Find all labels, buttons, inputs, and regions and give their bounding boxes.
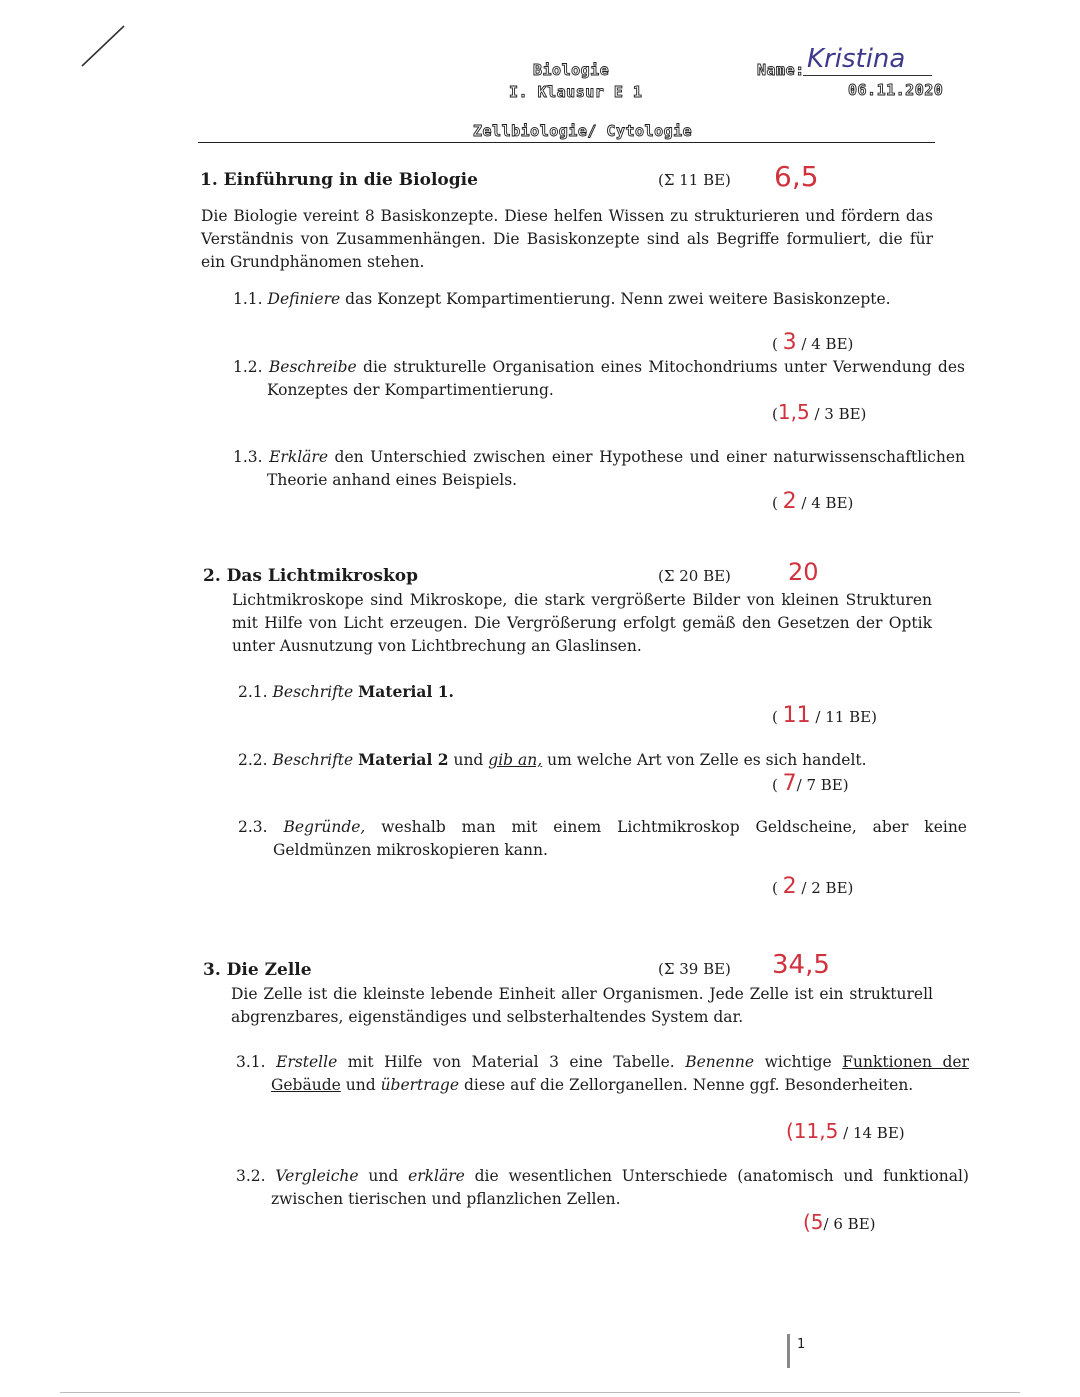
task-3-2 bbox=[236, 1165, 969, 1211]
task-1-2-number: 1.2. bbox=[233, 358, 263, 376]
page-number-bar bbox=[787, 1334, 790, 1368]
task-1-1-score: 3 bbox=[782, 330, 797, 355]
student-name: Kristina bbox=[807, 44, 906, 74]
task-1-3 bbox=[233, 446, 965, 492]
section-2-title: Das Lichtmikroskop bbox=[226, 566, 418, 586]
task-1-2 bbox=[233, 356, 965, 402]
task-1-3-open-paren: ( bbox=[772, 494, 778, 512]
task-3-2-score: (5 bbox=[803, 1210, 824, 1234]
task-3-2-max: / 6 BE) bbox=[823, 1215, 876, 1233]
task-2-2-open-paren: ( bbox=[772, 776, 778, 794]
task-3-1-verb2: Benenne bbox=[685, 1053, 755, 1071]
task-3-1-underlined: Funktionen der Gebäude bbox=[271, 1053, 969, 1094]
task-3-2-text: die wesentlichen Unterschiede (anatomisch und funktional) zwischen tierischen und pflanzlichen Zellen. bbox=[271, 1167, 969, 1208]
task-1-1-points bbox=[772, 330, 853, 355]
task-3-1-verb: Erstelle bbox=[276, 1053, 338, 1071]
task-1-1-number: 1.1. bbox=[233, 290, 263, 308]
section-2-score: 20 bbox=[788, 558, 819, 586]
task-3-1-text-a: mit Hilfe von Material 3 eine Tabelle. bbox=[347, 1053, 675, 1071]
task-2-2-points bbox=[772, 771, 849, 796]
task-2-3-text: weshalb man mit einem Lichtmikroskop Geldscheine, aber keine Geldmünzen mikroskopieren kann. bbox=[273, 818, 967, 859]
task-2-1-points bbox=[772, 703, 877, 728]
section-1-number: 1. bbox=[200, 170, 218, 190]
section-2-heading bbox=[203, 566, 418, 586]
task-3-2-points bbox=[803, 1210, 876, 1234]
task-3-2-verb: Vergleiche bbox=[275, 1167, 359, 1185]
task-1-3-verb: Erkläre bbox=[269, 448, 329, 466]
task-1-2-verb: Beschreibe bbox=[268, 358, 357, 376]
task-1-3-max: / 4 BE) bbox=[801, 494, 854, 512]
task-3-1-points bbox=[786, 1119, 905, 1143]
task-2-1-material: Material 1. bbox=[358, 682, 454, 701]
task-2-3-verb: Begründe, bbox=[283, 818, 366, 836]
section-1-heading bbox=[200, 170, 478, 190]
task-2-2-verb: Beschrifte bbox=[272, 751, 354, 769]
task-3-1-text-b: wichtige bbox=[764, 1053, 832, 1071]
task-2-2-and: und bbox=[453, 751, 484, 769]
task-1-3-number: 1.3. bbox=[233, 448, 263, 466]
exam-topic: Zellbiologie/ Cytologie bbox=[473, 122, 693, 140]
task-2-2-text: um welche Art von Zelle es sich handelt. bbox=[547, 751, 867, 769]
task-2-1-open-paren: ( bbox=[772, 708, 778, 726]
exam-date: 06.11.2020 bbox=[848, 81, 944, 99]
section-2-number: 2. bbox=[203, 566, 221, 586]
section-2-sum: (Σ 20 BE) bbox=[658, 567, 731, 585]
task-2-3-points bbox=[772, 874, 853, 899]
task-3-1-text-c: und bbox=[345, 1076, 376, 1094]
task-2-2 bbox=[238, 748, 928, 772]
task-2-2-material: Material 2 bbox=[358, 750, 449, 769]
exam-title: I. Klausur E 1 bbox=[509, 83, 643, 101]
section-1-sum: (Σ 11 BE) bbox=[658, 171, 731, 189]
task-1-2-open-paren: ( bbox=[772, 405, 778, 423]
task-1-2-text: die strukturelle Organisation eines Mitochondriums unter Verwendung des Konzeptes der Kompartimentierung. bbox=[267, 358, 965, 399]
task-3-2-number: 3.2. bbox=[236, 1167, 266, 1185]
task-1-3-score: 2 bbox=[782, 489, 797, 514]
task-2-1-max: / 11 BE) bbox=[815, 708, 877, 726]
task-1-2-max: / 3 BE) bbox=[814, 405, 867, 423]
section-3-heading bbox=[203, 960, 312, 980]
scan-edge bbox=[60, 1392, 1020, 1393]
name-label: Name: bbox=[757, 61, 805, 79]
section-3-intro: Die Zelle ist die kleinste lebende Einheit aller Organismen. Jede Zelle ist ein strukturell abgrenzbares, eigenständiges und selbsterhaltendes System dar. bbox=[231, 985, 933, 1026]
task-1-1 bbox=[233, 288, 933, 311]
task-2-1-verb: Beschrifte bbox=[272, 683, 354, 701]
pen-stroke-mark bbox=[78, 22, 128, 70]
task-1-2-score: 1,5 bbox=[777, 400, 810, 424]
task-2-3-score: 2 bbox=[782, 874, 797, 899]
section-1-score: 6,5 bbox=[774, 160, 819, 193]
task-3-1-verb3: übertrage bbox=[380, 1076, 460, 1094]
header-rule bbox=[198, 142, 935, 143]
task-1-1-text: das Konzept Kompartimentierung. Nenn zwei weitere Basiskonzepte. bbox=[345, 290, 891, 308]
task-2-1 bbox=[238, 680, 928, 704]
section-3-number: 3. bbox=[203, 960, 221, 980]
task-1-2-points bbox=[772, 400, 866, 424]
task-3-2-verb2: erkläre bbox=[408, 1167, 465, 1185]
task-2-2-score: 7 bbox=[782, 771, 797, 796]
section-1-title: Einführung in die Biologie bbox=[223, 170, 478, 190]
section-3-sum: (Σ 39 BE) bbox=[658, 960, 731, 978]
task-2-3-max: / 2 BE) bbox=[801, 879, 854, 897]
task-2-1-number: 2.1. bbox=[238, 683, 268, 701]
task-3-1-number: 3.1. bbox=[236, 1053, 266, 1071]
page-number: 1 bbox=[797, 1337, 806, 1352]
name-underline bbox=[803, 75, 932, 76]
section-2-intro: Lichtmikroskope sind Mikroskope, die stark vergrößerte Bilder von kleinen Strukturen mit Hilfe von Licht erzeugen. Die Vergrößerung erfolgt gemäß den Gesetzen der Optik unter Ausnutzung von Lichtbrechung an Glaslinsen. bbox=[232, 591, 932, 655]
task-2-3-open-paren: ( bbox=[772, 879, 778, 897]
task-2-3 bbox=[238, 816, 967, 862]
task-2-1-score: 11 bbox=[782, 703, 811, 728]
task-2-2-max: / 7 BE) bbox=[796, 776, 849, 794]
section-3-title: Die Zelle bbox=[226, 960, 312, 980]
task-3-1-max: / 14 BE) bbox=[843, 1124, 905, 1142]
task-3-2-and: und bbox=[368, 1167, 399, 1185]
task-1-3-text: den Unterschied zwischen einer Hypothese und einer naturwissenschaftlichen Theorie anhand eines Beispiels. bbox=[267, 448, 965, 489]
task-2-2-verb2: gib an, bbox=[488, 751, 543, 769]
task-1-3-points bbox=[772, 489, 853, 514]
task-3-1 bbox=[236, 1051, 969, 1097]
task-3-1-score: (11,5 bbox=[786, 1119, 839, 1143]
section-1-intro: Die Biologie vereint 8 Basiskonzepte. Diese helfen Wissen zu strukturieren und fördern das Verständnis von Zusammenhängen. Die Basiskonzepte sind als Begriffe formuliert, die für ein Grundphänomen stehen. bbox=[201, 207, 933, 271]
task-1-1-max: / 4 BE) bbox=[801, 335, 854, 353]
subject-title: Biologie bbox=[533, 61, 610, 79]
task-1-1-open-paren: ( bbox=[772, 335, 778, 353]
task-2-3-number: 2.3. bbox=[238, 818, 268, 836]
task-3-1-text-d: diese auf die Zellorganellen. Nenne ggf. Besonderheiten. bbox=[463, 1076, 914, 1094]
task-2-2-number: 2.2. bbox=[238, 751, 268, 769]
section-3-score: 34,5 bbox=[772, 950, 830, 980]
task-1-1-verb: Definiere bbox=[267, 290, 341, 308]
